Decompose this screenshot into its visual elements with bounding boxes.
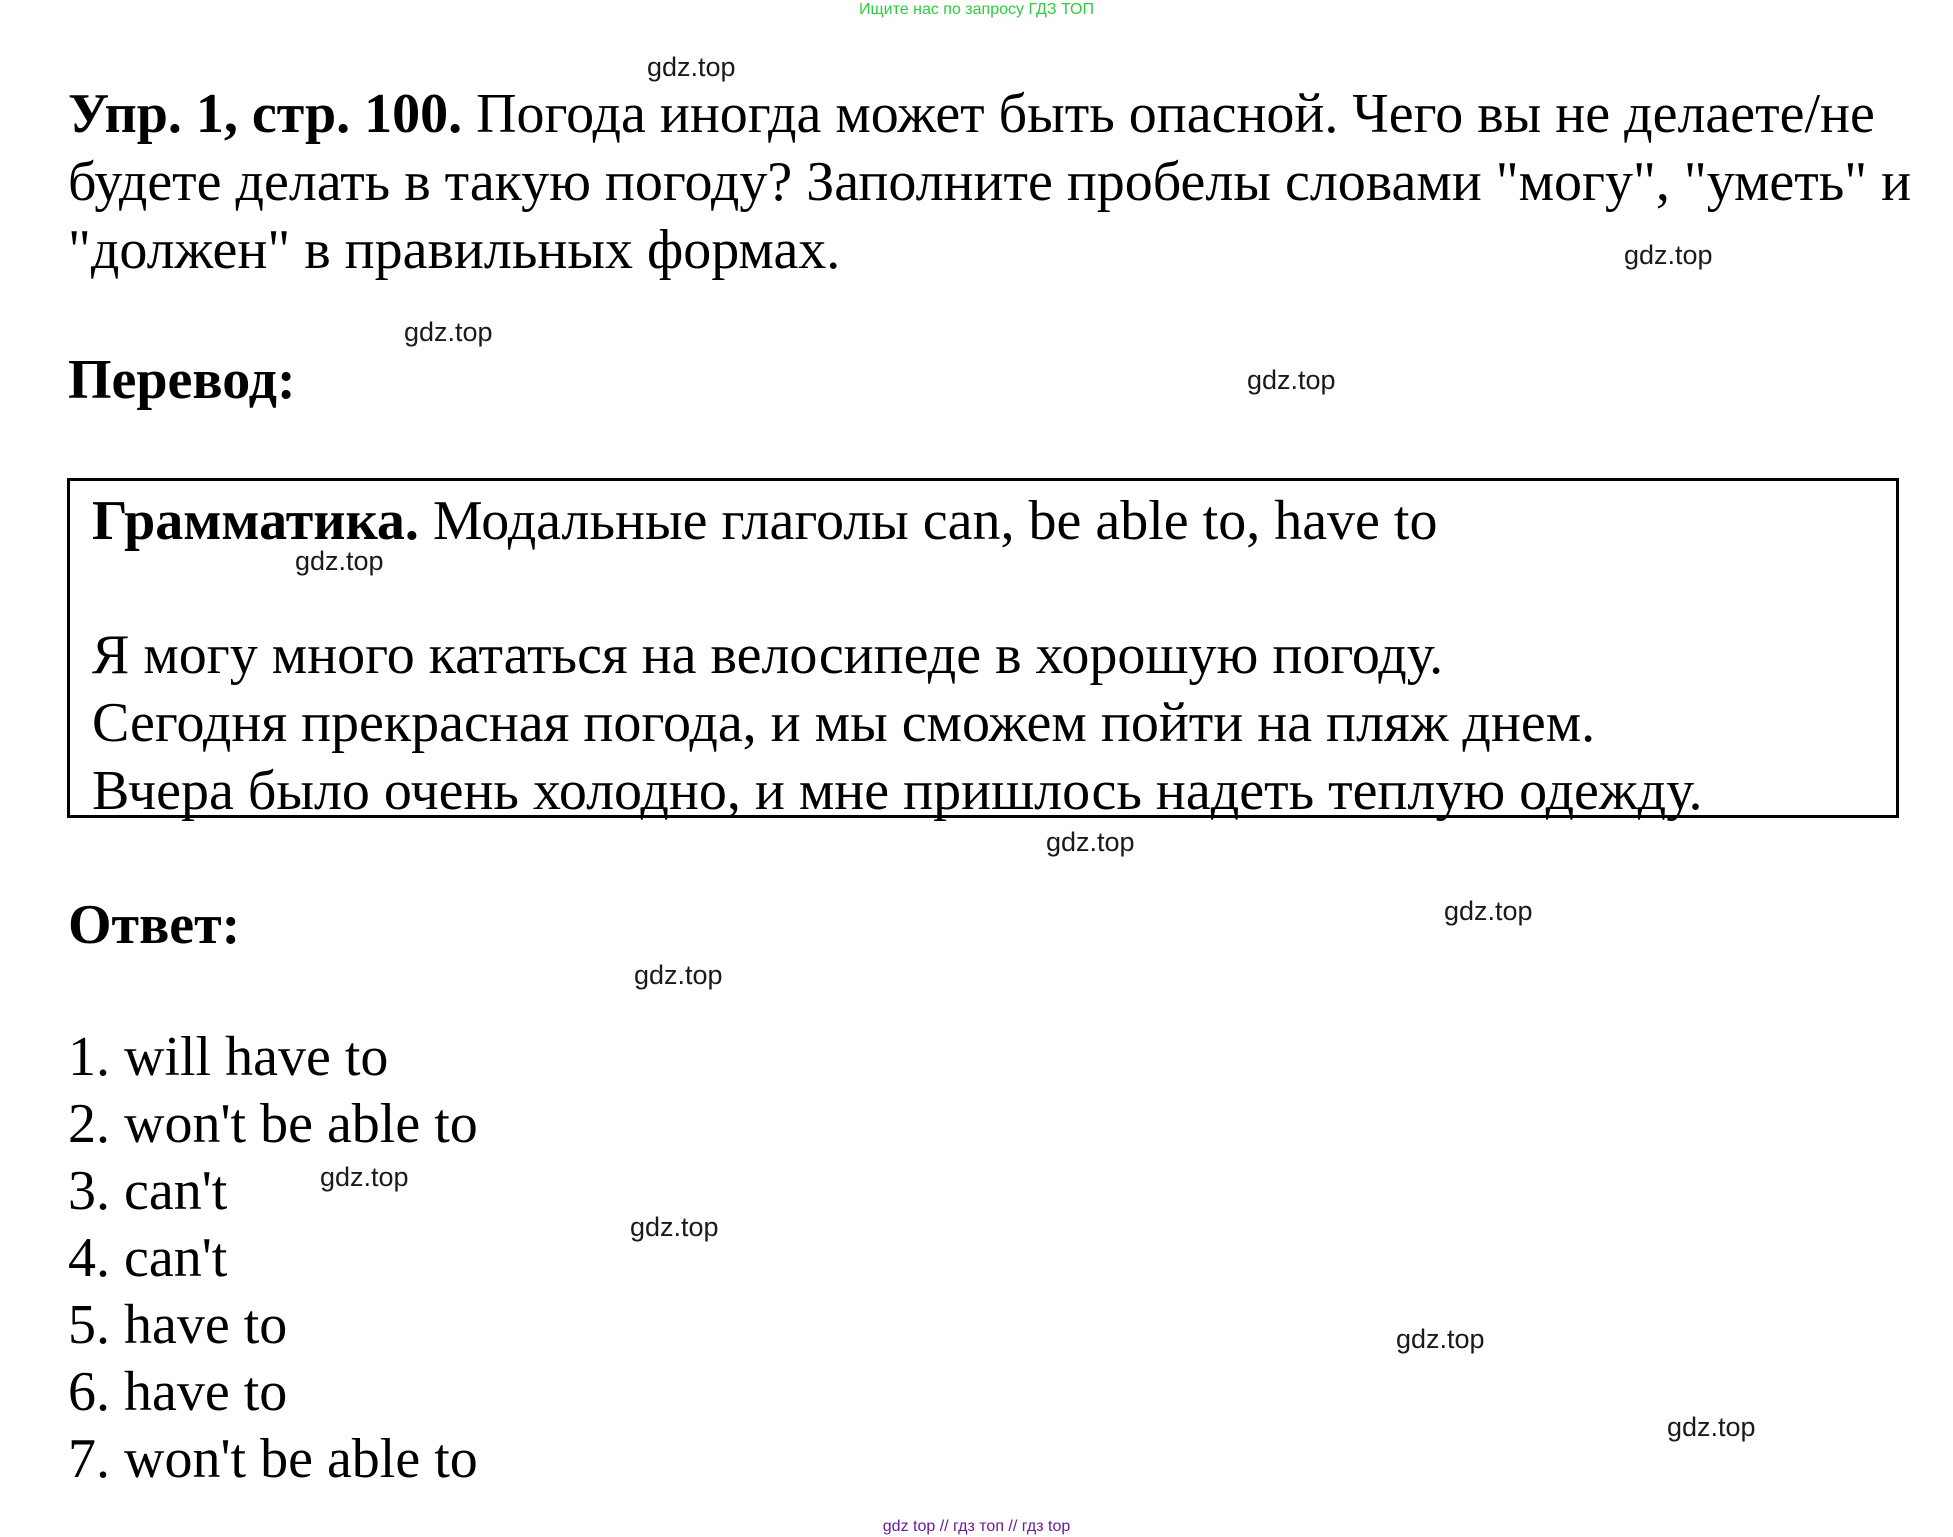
watermark: gdz.top	[1046, 827, 1135, 857]
grammar-example: Сегодня прекрасная погода, и мы сможем пойти на пляж днем.	[92, 692, 1596, 754]
watermark: gdz.top	[320, 1162, 409, 1192]
watermark: gdz.top	[295, 546, 384, 576]
watermark: gdz.top	[634, 960, 723, 990]
watermark: gdz.top	[1396, 1324, 1485, 1354]
watermark: gdz.top	[1667, 1412, 1756, 1442]
grammar-box	[67, 478, 1899, 822]
watermark: gdz.top	[1247, 365, 1336, 395]
answer-item: 2. won't be able to	[68, 1093, 478, 1155]
grammar-title-bold: Грамматика.	[92, 490, 419, 552]
grammar-title	[92, 489, 1437, 553]
translation-heading: Перевод:	[68, 349, 296, 411]
grammar-example: Вчера было очень холодно, и мне пришлось надеть теплую одежду.	[92, 760, 1703, 822]
watermark: gdz.top	[1624, 240, 1713, 270]
grammar-title-rest: Модальные глаголы can, be able to, have to	[432, 490, 1438, 552]
answer-item: 5. have to	[68, 1294, 288, 1356]
answer-item: 4. can't	[68, 1227, 228, 1289]
watermark: gdz.top	[647, 52, 736, 82]
answer-heading: Ответ:	[68, 894, 241, 956]
answer-item: 7. won't be able to	[68, 1428, 478, 1490]
grammar-example: Я могу много кататься на велосипеде в хорошую погоду.	[92, 624, 1444, 686]
watermark: gdz.top	[1444, 896, 1533, 926]
task-text: Погода иногда может быть опасной. Чего вы не делаете/не будете делать в такую погоду? Заполните пробелы словами "могу", "уметь" и "должен" в правильных формах.	[68, 83, 1912, 281]
watermark: gdz.top	[404, 317, 493, 347]
grammar-examples	[92, 621, 1703, 825]
footer: gdz top // гдз топ // гдз top	[882, 1518, 1071, 1535]
top-banner: Ищите нас по запросу ГДЗ ТОП	[859, 1, 1094, 18]
answer-item: 6. have to	[68, 1361, 288, 1423]
answer-item: 1. will have to	[68, 1026, 389, 1088]
answer-item: 3. can't	[68, 1160, 228, 1222]
task-label: Упр. 1, стр. 100.	[68, 83, 463, 145]
watermark: gdz.top	[630, 1212, 719, 1242]
answer-list	[68, 1024, 478, 1493]
